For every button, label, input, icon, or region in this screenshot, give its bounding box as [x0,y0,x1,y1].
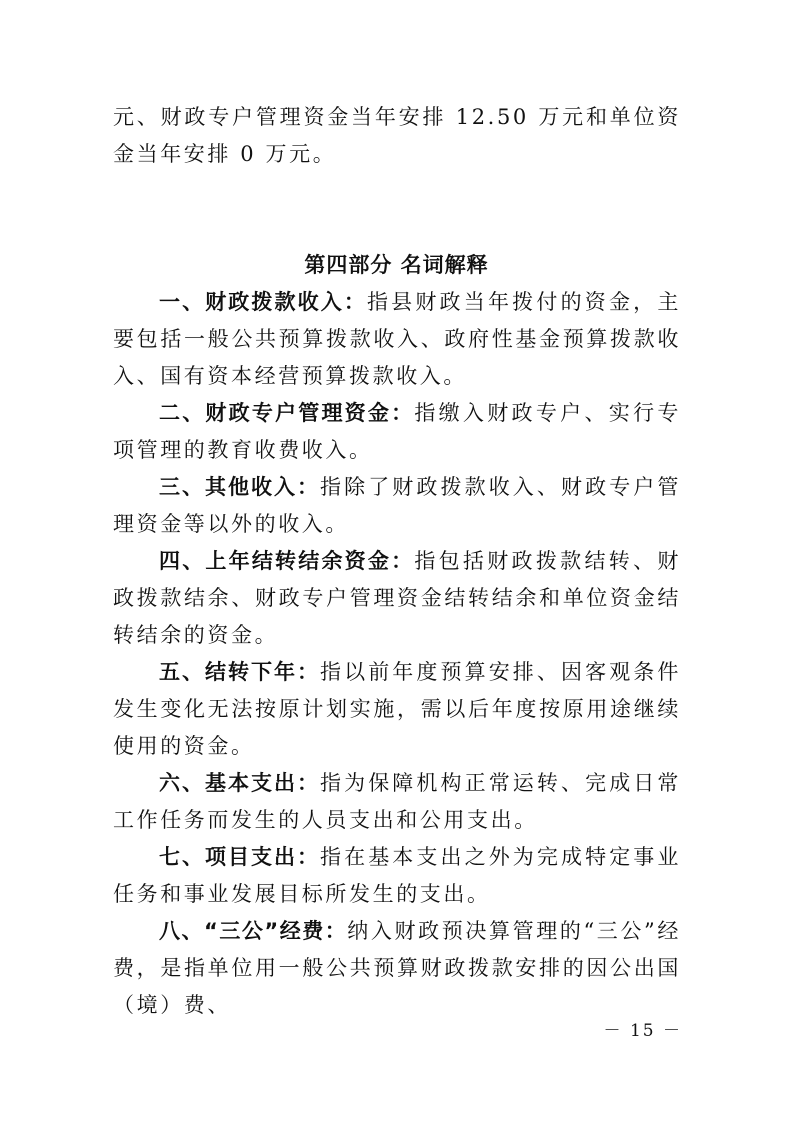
definition-paragraph [113,469,681,543]
definition-text: 指包括财政拨款结转、财政拨款结余、财政专户管理资金结转结余和单位资金结转结余的资金。 [113,549,682,647]
definition-term: 三、其他收入： [159,475,320,499]
definition-text: 指缴入财政专户、实行专项管理的教育收费收入。 [113,401,682,462]
definition-paragraph [113,765,681,839]
definition-paragraph [113,913,681,1024]
definition-paragraph [113,839,681,913]
definition-paragraph [113,543,681,654]
definition-term: 七、项目支出： [159,845,320,869]
definition-text: 指为保障机构正常运转、完成日常工作任务而发生的人员支出和公用支出。 [113,771,681,832]
section-title: 第四部分 名词解释 [304,253,489,277]
definition-term: 四、上年结转结余资金： [159,549,415,573]
intro-paragraph: 元、财政专户管理资金当年安排 12.50 万元和单位资金当年安排 0 万元。 [113,105,681,166]
definition-text: 指县财政当年拨付的资金，主要包括一般公共预算拨款收入、政府性基金预算拨款收入、国有资本经营预算拨款收入。 [113,290,681,388]
definition-paragraph [113,284,681,395]
definition-term: 八、“三公”经费： [159,919,348,943]
definition-text: 纳入财政预决算管理的“三公”经费，是指单位用一般公共预算财政拨款安排的因公出国（境）费、 [113,919,681,1017]
definition-paragraph [113,654,681,765]
page-number: － 15 － [603,1021,682,1041]
definition-text: 指在基本支出之外为完成特定事业任务和事业发展目标所发生的支出。 [113,845,681,906]
definition-term: 一、财政拨款收入： [159,290,367,314]
definition-paragraph [113,395,681,469]
definition-term: 五、结转下年： [159,660,320,684]
definition-text: 指以前年度预算安排、因客观条件发生变化无法按原计划实施，需以后年度按原用途继续使用的资金。 [113,660,681,758]
definition-text: 指除了财政拨款收入、财政专户管理资金等以外的收入。 [113,475,681,536]
definition-term: 六、基本支出： [159,771,320,795]
definition-term: 二、财政专户管理资金： [159,401,415,425]
